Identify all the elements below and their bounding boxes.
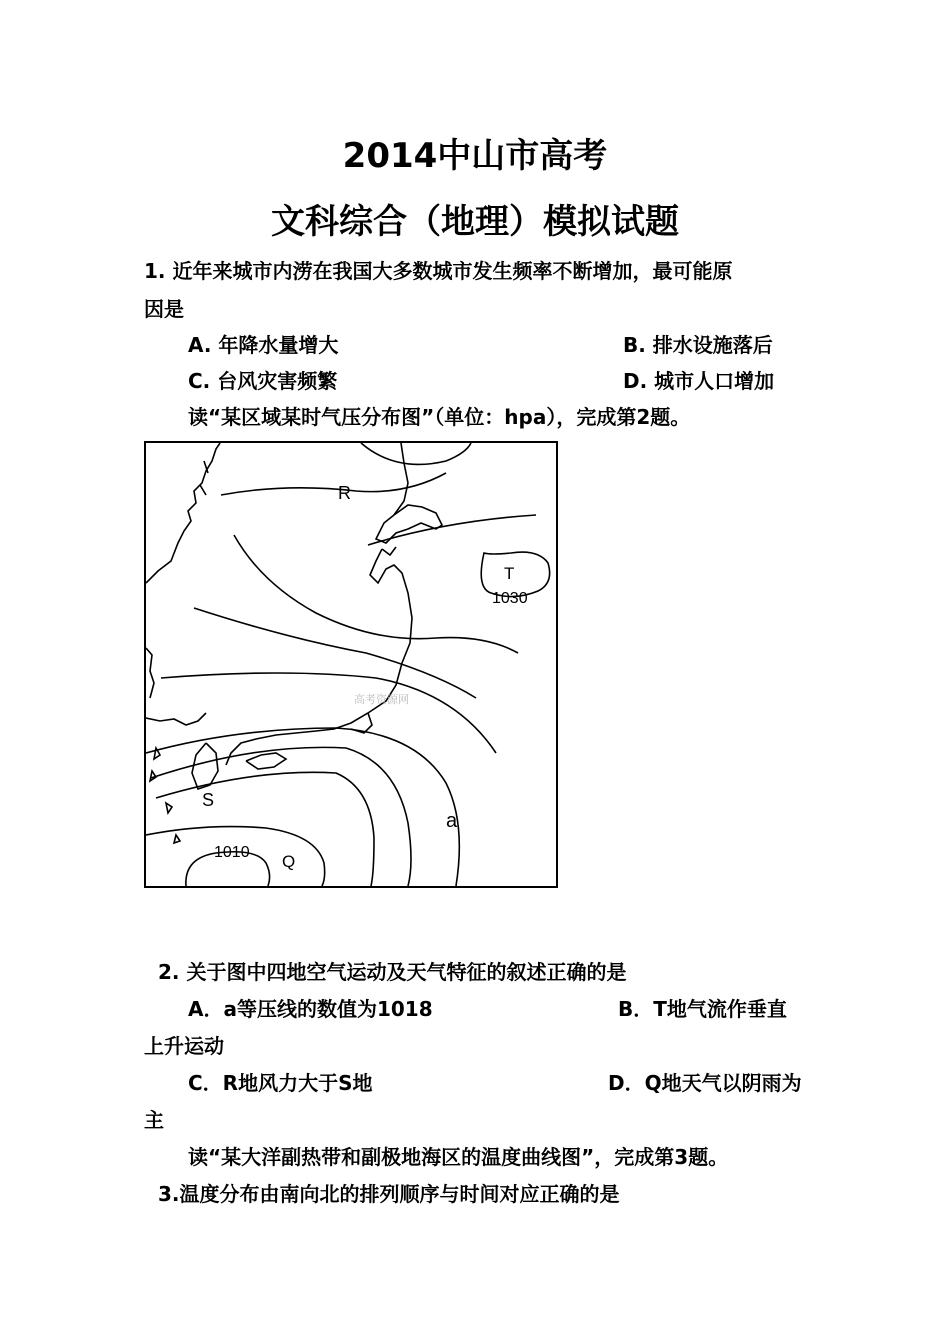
- map-label-t: T: [504, 564, 515, 583]
- q2-option-c: C．R地风力大于S地: [188, 1071, 373, 1095]
- isobars: [146, 443, 550, 886]
- q1-stem-line1: 1. 近年来城市内涝在我国大多数城市发生频率不断增加，最可能原: [144, 259, 733, 283]
- coastline: [146, 443, 442, 843]
- isobar-3: [161, 673, 496, 753]
- q1-stem-line2: 因是: [144, 297, 184, 321]
- q3-stem: 3.温度分布由南向北的排列顺序与时间对应正确的是: [158, 1182, 620, 1206]
- map-label-a: a: [446, 810, 458, 832]
- q2-option-d: D．Q地天气以阴雨为: [608, 1071, 802, 1095]
- q2-stem: 2. 关于图中四地空气运动及天气特征的叙述正确的是: [158, 960, 627, 984]
- q1-option-d: D. 城市人口增加: [623, 369, 775, 393]
- isobar-top: [361, 443, 471, 464]
- pressure-map-svg: [146, 443, 556, 886]
- exam-title: 2014中山市高考: [342, 136, 608, 176]
- map-label-s: S: [202, 790, 215, 810]
- pressure-map: [144, 441, 558, 888]
- map-label-q-value: 1010: [214, 844, 250, 861]
- q2-option-a: A．a等压线的数值为1018: [188, 997, 433, 1021]
- q1-option-c: C. 台风灾害频繁: [188, 369, 338, 393]
- q2-option-b-cont: 上升运动: [144, 1034, 224, 1058]
- map-watermark: 高考资源网: [354, 694, 409, 706]
- exam-subtitle: 文科综合（地理）模拟试题: [271, 202, 679, 242]
- q2-option-b: B．T地气流作垂直: [618, 997, 787, 1021]
- map-label-r: R: [338, 483, 351, 503]
- q1-option-b: B. 排水设施落后: [623, 333, 773, 357]
- isobar-1: [234, 535, 518, 653]
- q2-option-d-cont: 主: [144, 1108, 164, 1132]
- q3-intro: 读“某大洋副热带和副极地海区的温度曲线图”，完成第3题。: [188, 1145, 729, 1169]
- isobar-4: [151, 747, 411, 886]
- isobar-upper-right: [368, 515, 536, 545]
- map-intro: 读“某区域某时气压分布图”（单位：hpa），完成第2题。: [188, 405, 691, 429]
- map-label-t-value: 1030: [492, 590, 528, 607]
- q1-option-a: A. 年降水量增大: [188, 333, 339, 357]
- map-label-q: Q: [282, 852, 296, 871]
- isobar-r: [221, 473, 446, 495]
